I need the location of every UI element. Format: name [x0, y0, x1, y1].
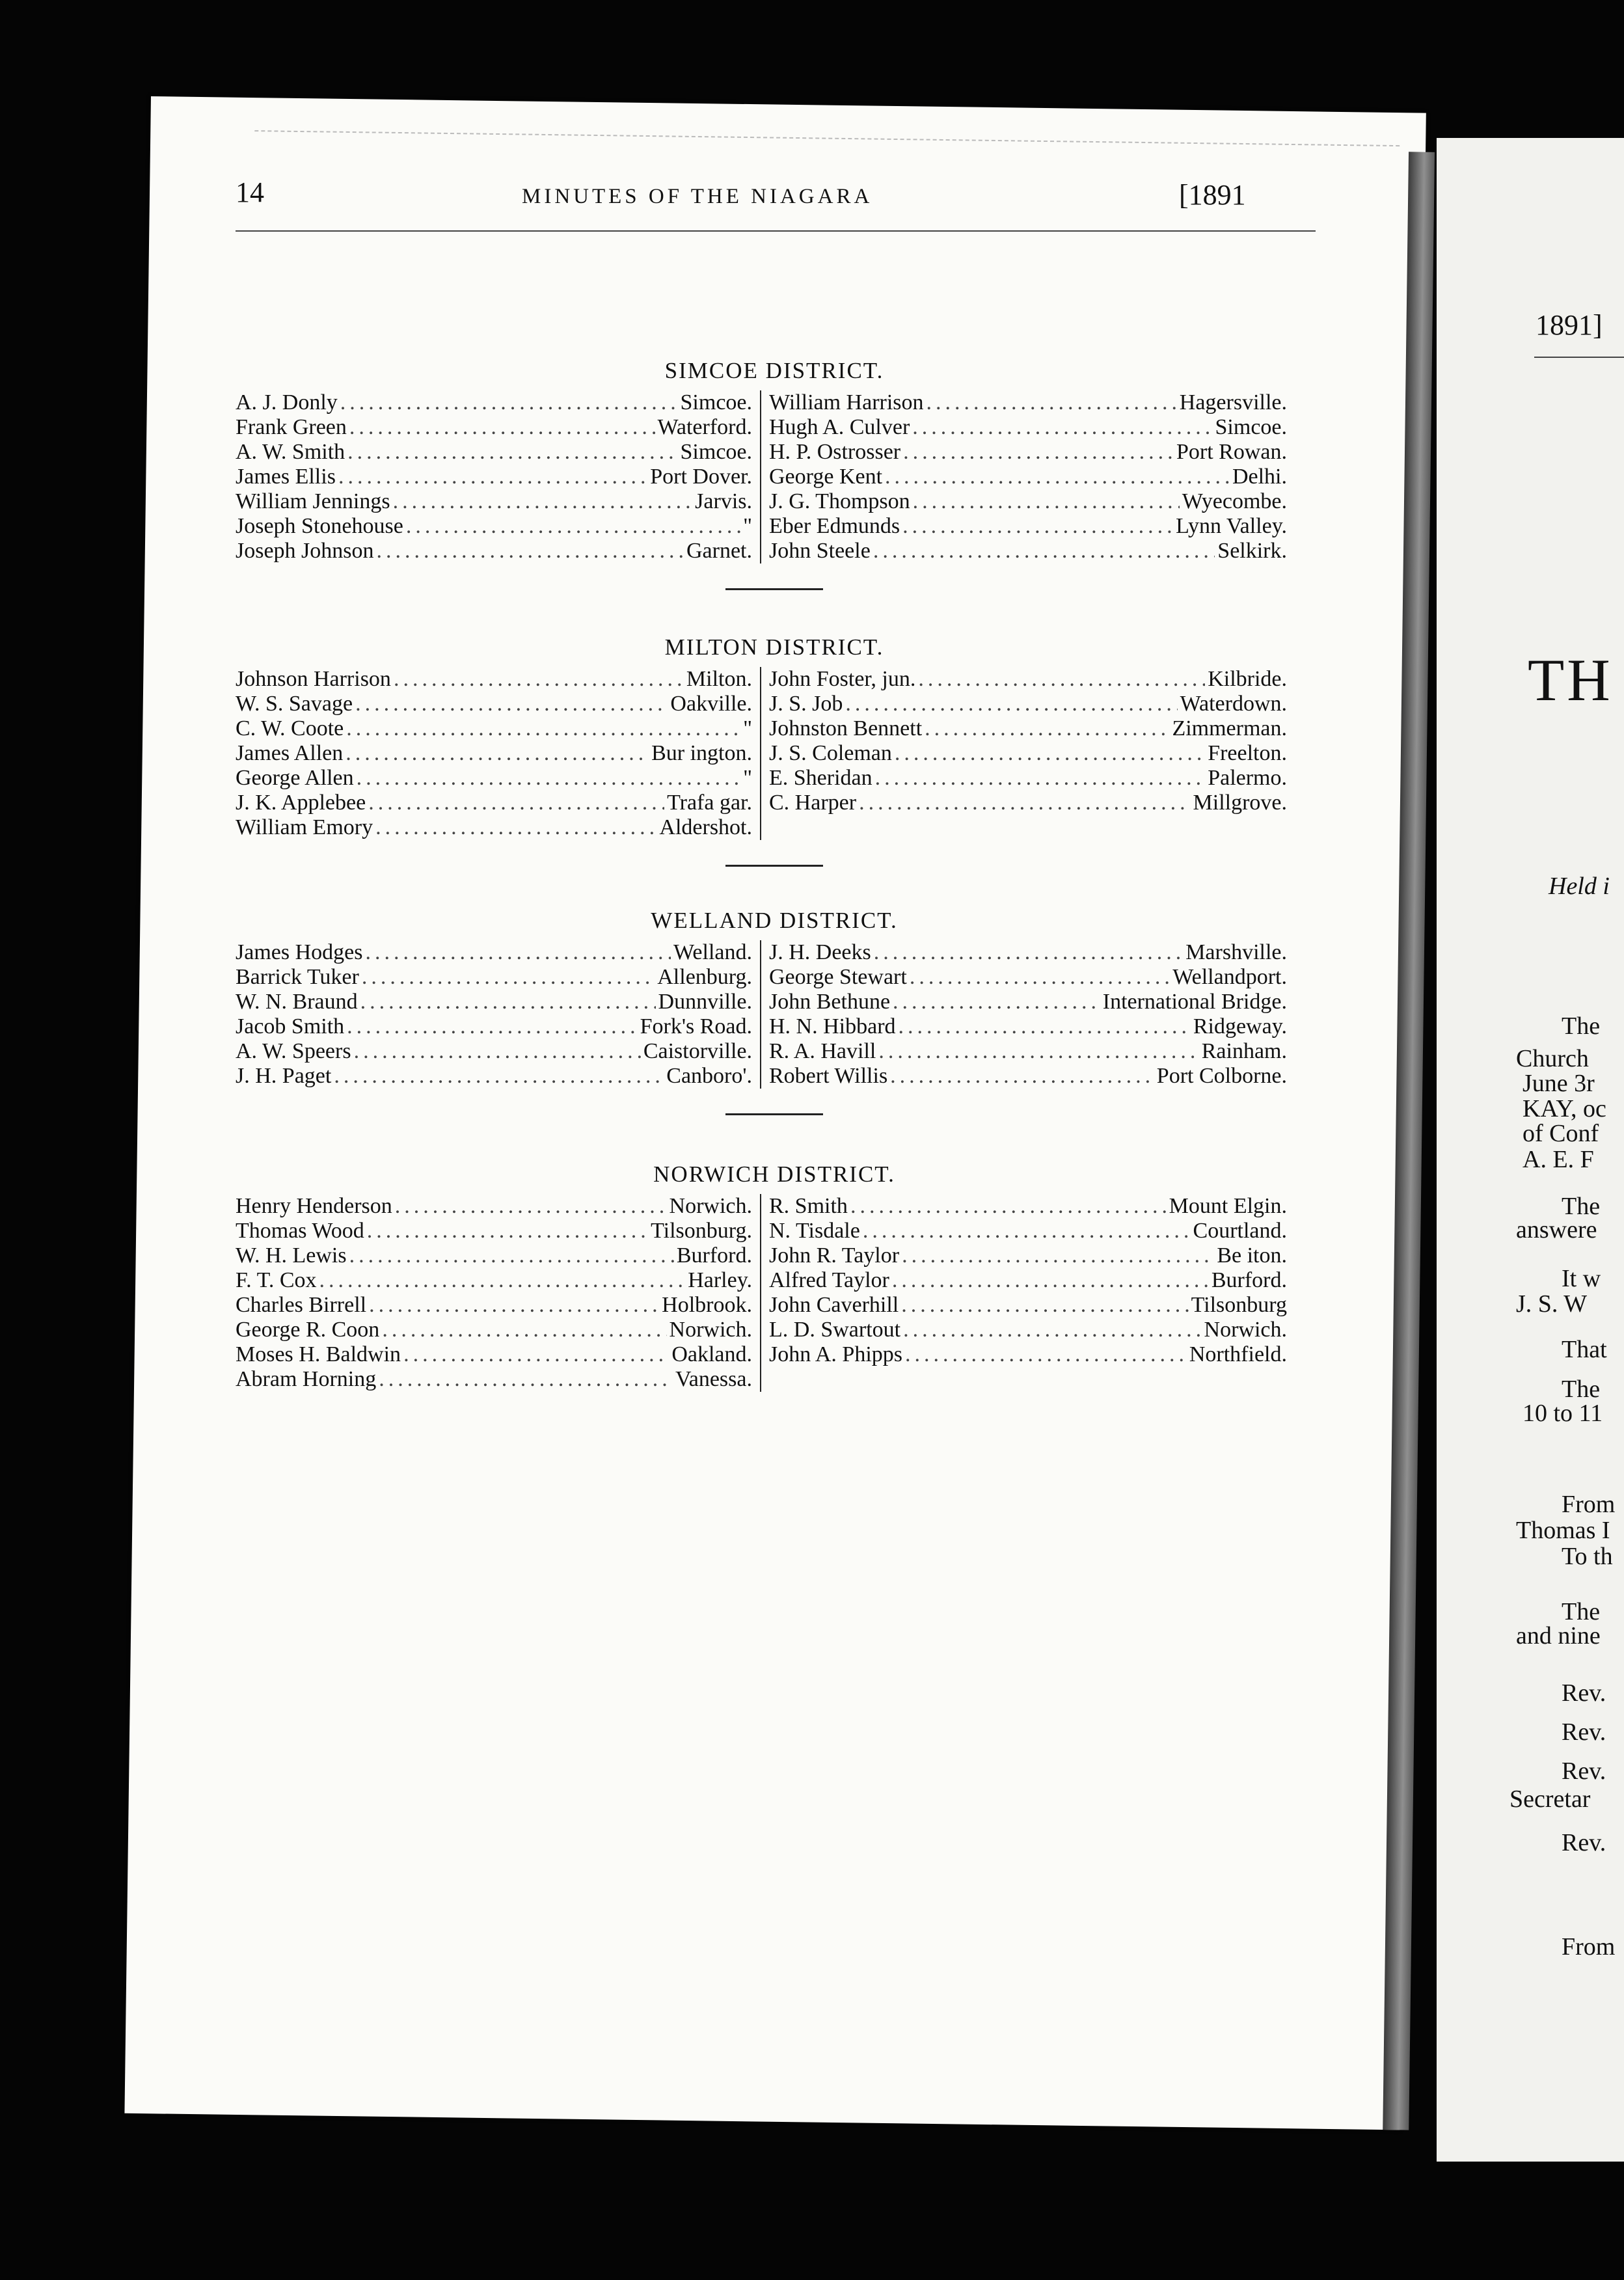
dot-leader — [368, 791, 664, 815]
dot-leader — [319, 1268, 686, 1293]
station-place: Courtland. — [1193, 1219, 1287, 1243]
list-item — [236, 1342, 752, 1367]
station-place: Wyecombe. — [1182, 489, 1287, 513]
minister-name: Thomas Wood — [236, 1219, 364, 1243]
list-item — [236, 940, 752, 965]
list-item — [769, 415, 1287, 440]
station-place: Delhi. — [1232, 465, 1287, 489]
station-place: Aldershot. — [659, 815, 752, 839]
dot-leader — [379, 1367, 673, 1392]
district-title: NORWICH DISTRICT. — [653, 1161, 895, 1187]
dot-leader — [895, 741, 1205, 766]
dot-leader — [903, 1318, 1201, 1342]
adjacent-page-line: The — [1562, 1012, 1601, 1040]
minister-name: James Hodges — [236, 940, 363, 964]
list-item — [236, 415, 752, 440]
dot-leader — [347, 440, 677, 465]
dot-leader — [890, 1064, 1154, 1089]
dot-leader — [346, 716, 740, 741]
station-place: Northfield. — [1189, 1342, 1287, 1366]
dot-leader — [901, 1293, 1188, 1318]
minister-name: Frank Green — [236, 415, 347, 439]
list-item — [236, 766, 752, 791]
list-item — [236, 465, 752, 489]
minister-name: C. W. Coote — [236, 716, 344, 740]
dot-leader — [338, 465, 647, 489]
list-item — [236, 489, 752, 514]
list-item — [236, 667, 752, 692]
dot-leader — [349, 415, 655, 440]
minister-name: Johnson Harrison — [236, 667, 391, 691]
dot-leader — [406, 514, 740, 539]
list-item — [769, 1064, 1287, 1089]
station-place: Lynn Valley. — [1176, 514, 1287, 538]
list-item — [236, 1318, 752, 1342]
list-item — [769, 940, 1287, 965]
running-year: [1891 — [1179, 179, 1246, 211]
dot-leader — [403, 1342, 669, 1367]
minister-name: William Emory — [236, 815, 373, 839]
minister-name: J. H. Deeks — [769, 940, 871, 964]
minister-name: R. A. Havill — [769, 1039, 876, 1063]
station-place: Caistorville. — [643, 1039, 752, 1063]
dot-leader — [903, 440, 1174, 465]
list-item — [769, 766, 1287, 791]
dot-leader — [873, 539, 1215, 563]
list-item — [769, 791, 1287, 815]
dot-leader — [927, 390, 1177, 415]
minister-name: James Ellis — [236, 465, 336, 489]
station-place: Rainham. — [1201, 1039, 1287, 1063]
minister-name: W. N. Braund — [236, 990, 358, 1014]
head-rule — [236, 230, 1316, 232]
minister-name: J. K. Applebee — [236, 791, 366, 815]
adjacent-page-line: Church — [1516, 1045, 1589, 1072]
minister-name: A. W. Smith — [236, 440, 345, 464]
adjacent-page-line: From — [1562, 1933, 1616, 1961]
dot-leader — [910, 965, 1170, 990]
left-column — [228, 667, 761, 840]
adjacent-page-line: KAY, oc — [1522, 1095, 1606, 1122]
list-item — [769, 1039, 1287, 1064]
dot-leader — [382, 1318, 666, 1342]
district-title: WELLAND DISTRICT. — [651, 908, 898, 933]
adjacent-page-line: A. E. F — [1522, 1146, 1594, 1173]
adjacent-page-line: June 3r — [1522, 1070, 1595, 1097]
dot-leader — [369, 1293, 659, 1318]
dot-leader — [360, 990, 656, 1014]
station-place: Simcoe. — [680, 390, 752, 414]
adjacent-page-line: To th — [1562, 1543, 1613, 1570]
adjacent-page-line: The — [1562, 1598, 1601, 1625]
list-item — [769, 539, 1287, 563]
station-place: Allenburg. — [657, 965, 752, 989]
dot-leader — [918, 667, 1205, 692]
minister-name: Johnston Bennett — [769, 716, 923, 740]
dot-leader — [349, 1243, 674, 1268]
list-item — [236, 741, 752, 766]
station-place: Mount Elgin. — [1169, 1194, 1287, 1218]
station-place: " — [743, 514, 752, 538]
minister-name: John Foster, jun. — [769, 667, 916, 691]
list-item — [236, 1243, 752, 1268]
adjacent-page-line: It w — [1562, 1265, 1601, 1292]
minister-name: Moses H. Baldwin — [236, 1342, 401, 1366]
list-item — [769, 692, 1287, 716]
adjacent-page-line: The — [1562, 1193, 1601, 1220]
dot-leader — [885, 465, 1230, 489]
minister-name: Abram Horning — [236, 1367, 377, 1391]
minister-name: Joseph Johnson — [236, 539, 374, 563]
list-item — [769, 965, 1287, 990]
station-place: Port Colborne. — [1156, 1064, 1287, 1088]
minister-name: A. W. Speers — [236, 1039, 351, 1063]
minister-name: W. S. Savage — [236, 692, 353, 716]
list-item — [236, 791, 752, 815]
list-item — [236, 1293, 752, 1318]
station-place: Norwich. — [1204, 1318, 1287, 1342]
station-place: " — [743, 766, 752, 790]
minister-name: H. N. Hibbard — [769, 1014, 896, 1038]
dot-leader — [355, 692, 668, 716]
right-column — [761, 1194, 1295, 1392]
station-place: Harley. — [688, 1268, 752, 1292]
adjacent-page — [1437, 138, 1624, 2162]
dot-leader — [902, 514, 1173, 539]
list-item — [236, 440, 752, 465]
station-place: Burford. — [1211, 1268, 1287, 1292]
minister-name: James Allen — [236, 741, 344, 765]
minister-name: J. S. Coleman — [769, 741, 892, 765]
district-columns — [228, 390, 1321, 563]
top-dashed-rule — [254, 130, 1400, 146]
minister-name: Robert Willis — [769, 1064, 888, 1088]
station-place: Welland. — [673, 940, 752, 964]
adjacent-page-heading: TH — [1528, 647, 1613, 713]
district-title: MILTON DISTRICT. — [664, 634, 884, 660]
district-separator — [725, 588, 823, 590]
station-place: Garnet. — [686, 539, 752, 563]
minister-name: F. T. Cox — [236, 1268, 317, 1292]
list-item — [236, 1268, 752, 1293]
station-place: Millgrove. — [1193, 791, 1287, 815]
list-item — [769, 1243, 1287, 1268]
list-item — [769, 741, 1287, 766]
dot-leader — [354, 1039, 641, 1064]
station-place: Wellandport. — [1172, 965, 1287, 989]
left-column — [228, 390, 761, 563]
minister-name: R. Smith — [769, 1194, 848, 1218]
list-item — [769, 440, 1287, 465]
station-place: Simcoe. — [680, 440, 752, 464]
station-place: Fork's Road. — [640, 1014, 752, 1038]
dot-leader — [902, 1243, 1214, 1268]
minister-name: A. J. Donly — [236, 390, 338, 414]
station-place: Canboro'. — [666, 1064, 752, 1088]
left-column — [228, 1194, 761, 1392]
list-item — [769, 990, 1287, 1014]
minister-name: Charles Birrell — [236, 1293, 367, 1317]
minister-name: John Caverhill — [769, 1293, 899, 1317]
running-head — [236, 176, 1329, 221]
dot-leader — [395, 1194, 667, 1219]
station-place: Simcoe. — [1215, 415, 1287, 439]
adjacent-page-line: answere — [1516, 1216, 1597, 1243]
station-place: Marshville. — [1185, 940, 1287, 964]
adjacent-page-year: 1891] — [1536, 309, 1603, 341]
adjacent-page-line: of Conf — [1522, 1120, 1599, 1147]
minister-name: John R. Taylor — [769, 1243, 900, 1268]
station-place: Waterford. — [657, 415, 752, 439]
district-columns — [228, 1194, 1321, 1392]
adjacent-page-line: Rev. — [1562, 1679, 1606, 1707]
minister-name: John A. Phipps — [769, 1342, 902, 1366]
adjacent-page-line: Rev. — [1562, 1718, 1606, 1746]
minister-name: John Bethune — [769, 990, 891, 1014]
adjacent-page-line: and nine — [1516, 1622, 1601, 1649]
list-item — [236, 1219, 752, 1243]
station-place: Jarvis. — [695, 489, 752, 513]
dot-leader — [394, 667, 684, 692]
minister-name: John Steele — [769, 539, 871, 563]
dot-leader — [357, 766, 741, 791]
list-item — [236, 815, 752, 840]
minister-name: J. H. Paget — [236, 1064, 332, 1088]
adjacent-page-line: Rev. — [1562, 1829, 1606, 1856]
station-place: Norwich. — [669, 1318, 752, 1342]
minister-name: H. P. Ostrosser — [769, 440, 901, 464]
list-item — [236, 1194, 752, 1219]
dot-leader — [925, 716, 1169, 741]
page-number: 14 — [236, 176, 264, 208]
station-place: Dunnville. — [658, 990, 752, 1014]
adjacent-page-held: Held i — [1549, 873, 1610, 900]
station-place: Ridgeway. — [1193, 1014, 1287, 1038]
adjacent-page-line: The — [1562, 1376, 1601, 1403]
adjacent-page-rule — [1534, 357, 1624, 358]
station-place: Be iton. — [1217, 1243, 1287, 1268]
dot-leader — [875, 766, 1206, 791]
dot-leader — [863, 1219, 1191, 1243]
station-place: Trafa gar. — [667, 791, 752, 815]
list-item — [769, 1268, 1287, 1293]
station-place: Milton. — [686, 667, 752, 691]
district-separator — [725, 865, 823, 867]
minister-name: Barrick Tuker — [236, 965, 359, 989]
minister-name: Henry Henderson — [236, 1194, 392, 1218]
dot-leader — [345, 741, 649, 766]
station-place: Freelton. — [1208, 741, 1287, 765]
district-columns — [228, 940, 1321, 1089]
list-item — [236, 539, 752, 563]
station-place: Palermo. — [1208, 766, 1287, 790]
adjacent-page-line: From — [1562, 1491, 1616, 1518]
welland-district — [228, 908, 1321, 1115]
milton-district — [228, 634, 1321, 867]
list-item — [769, 514, 1287, 539]
right-column — [761, 667, 1295, 840]
station-place: Norwich. — [669, 1194, 752, 1218]
station-place: Oakville. — [670, 692, 752, 716]
minister-name: L. D. Swartout — [769, 1318, 901, 1342]
dot-leader — [375, 815, 656, 840]
minister-name: Joseph Stonehouse — [236, 514, 403, 538]
dot-leader — [347, 1014, 637, 1039]
dot-leader — [859, 791, 1190, 815]
station-place: Selkirk. — [1217, 539, 1287, 563]
district-title: SIMCOE DISTRICT. — [664, 358, 884, 383]
station-place: Waterdown. — [1180, 692, 1287, 716]
norwich-district — [228, 1161, 1321, 1392]
simcoe-district — [228, 358, 1321, 590]
minister-name: George Stewart — [769, 965, 907, 989]
list-item — [769, 489, 1287, 514]
list-item — [769, 667, 1287, 692]
minister-name: J. S. Job — [769, 692, 843, 716]
list-item — [769, 1194, 1287, 1219]
station-place: " — [743, 716, 752, 740]
list-item — [236, 1014, 752, 1039]
dot-leader — [362, 965, 655, 990]
minister-name: Eber Edmunds — [769, 514, 900, 538]
dot-leader — [850, 1194, 1167, 1219]
adjacent-page-line: That — [1562, 1336, 1607, 1363]
list-item — [236, 716, 752, 741]
list-item — [769, 1293, 1287, 1318]
list-item — [236, 692, 752, 716]
dot-leader — [913, 489, 1180, 514]
right-column — [761, 390, 1295, 563]
district-separator — [725, 1113, 823, 1115]
minister-name: George R. Coon — [236, 1318, 380, 1342]
dot-leader — [892, 1268, 1209, 1293]
minister-name: Hugh A. Culver — [769, 415, 910, 439]
dot-leader — [899, 1014, 1191, 1039]
left-column — [228, 940, 761, 1089]
list-item — [769, 1219, 1287, 1243]
minister-name: George Allen — [236, 766, 354, 790]
dot-leader — [845, 692, 1177, 716]
dot-leader — [912, 415, 1212, 440]
station-place: Vanessa. — [675, 1367, 752, 1391]
list-item — [769, 716, 1287, 741]
dot-leader — [393, 489, 693, 514]
dot-leader — [365, 940, 671, 965]
dot-leader — [878, 1039, 1198, 1064]
minister-name: William Jennings — [236, 489, 390, 513]
list-item — [236, 1039, 752, 1064]
right-column — [761, 940, 1295, 1089]
list-item — [236, 1367, 752, 1392]
station-place: Zimmerman. — [1172, 716, 1287, 740]
adjacent-page-line: 10 to 11 — [1522, 1400, 1603, 1427]
adjacent-page-line: Rev. — [1562, 1758, 1606, 1785]
list-item — [236, 390, 752, 415]
station-place: Kilbride. — [1208, 667, 1287, 691]
adjacent-page-line: Thomas I — [1516, 1517, 1610, 1544]
station-place: International Bridge. — [1102, 990, 1287, 1014]
list-item — [236, 1064, 752, 1089]
station-place: Burford. — [676, 1243, 752, 1268]
station-place: Tilsonburg. — [651, 1219, 752, 1243]
dot-leader — [367, 1219, 648, 1243]
station-place: Bur ington. — [651, 741, 752, 765]
station-place: Oakland. — [671, 1342, 752, 1366]
list-item — [769, 1318, 1287, 1342]
dot-leader — [340, 390, 678, 415]
minister-name: Alfred Taylor — [769, 1268, 889, 1292]
list-item — [769, 465, 1287, 489]
dot-leader — [377, 539, 684, 563]
minister-name: W. H. Lewis — [236, 1243, 347, 1268]
minister-name: J. G. Thompson — [769, 489, 910, 513]
district-columns — [228, 667, 1321, 840]
station-place: Port Dover. — [650, 465, 752, 489]
list-item — [769, 390, 1287, 415]
minister-name: N. Tisdale — [769, 1219, 860, 1243]
station-place: Hagersville. — [1179, 390, 1287, 414]
list-item — [769, 1014, 1287, 1039]
minister-name: William Harrison — [769, 390, 924, 414]
minister-name: George Kent — [769, 465, 883, 489]
dot-leader — [334, 1064, 664, 1089]
minister-name: Jacob Smith — [236, 1014, 345, 1038]
adjacent-page-line: J. S. W — [1516, 1290, 1588, 1318]
minister-name: E. Sheridan — [769, 766, 873, 790]
running-title: MINUTES OF THE NIAGARA — [522, 185, 873, 208]
dot-leader — [893, 990, 1100, 1014]
adjacent-page-line: Secretar — [1509, 1785, 1591, 1813]
dot-leader — [874, 940, 1183, 965]
station-place: Tilsonburg — [1191, 1293, 1287, 1317]
station-place: Port Rowan. — [1176, 440, 1287, 464]
station-place: Holbrook. — [662, 1293, 752, 1317]
dot-leader — [905, 1342, 1187, 1367]
list-item — [236, 990, 752, 1014]
list-item — [769, 1342, 1287, 1367]
minister-name: C. Harper — [769, 791, 857, 815]
page-edge-shadow — [1383, 152, 1435, 2130]
list-item — [236, 965, 752, 990]
list-item — [236, 514, 752, 539]
